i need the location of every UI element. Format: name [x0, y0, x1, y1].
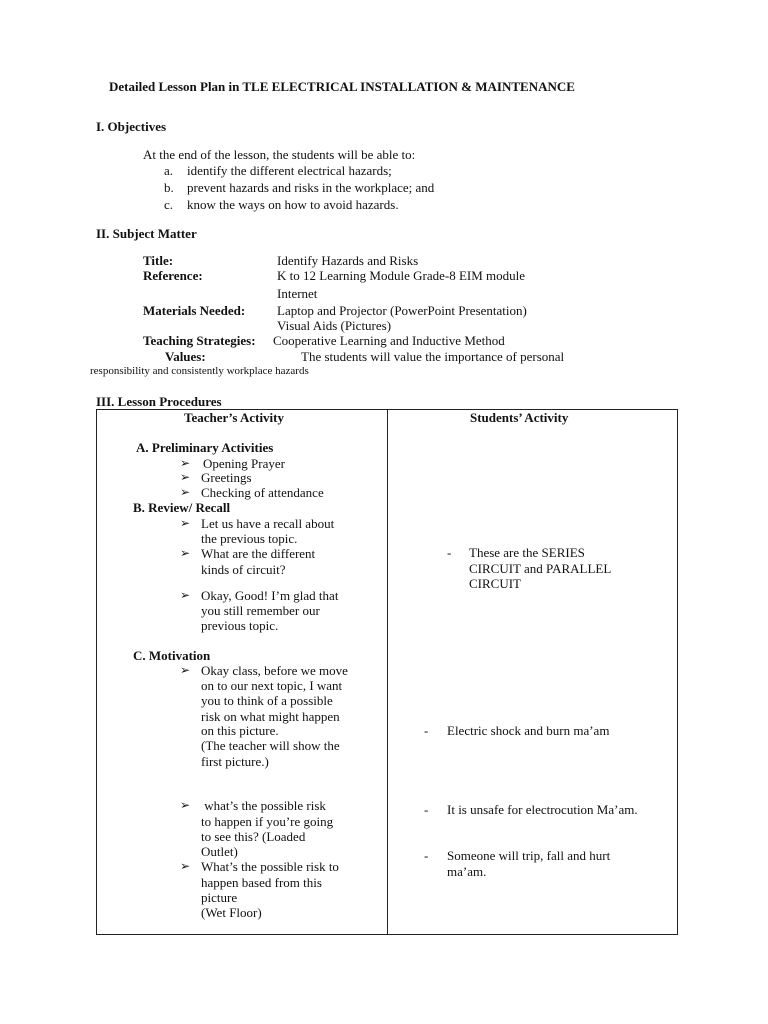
list-item: What’s the possible risk to	[201, 859, 339, 874]
student-response: ma’am.	[447, 864, 487, 879]
bullet-arrow-icon: ➢	[180, 859, 191, 873]
objectives-heading: I. Objectives	[96, 119, 167, 134]
objective-marker: a.	[164, 163, 174, 178]
student-response: CIRCUIT	[469, 576, 521, 591]
strategies-label: Teaching Strategies:	[143, 333, 256, 348]
list-item: Opening Prayer	[203, 456, 285, 471]
values-label: Values:	[165, 349, 206, 364]
list-item: the previous topic.	[201, 531, 298, 546]
list-item: kinds of circuit?	[201, 562, 286, 577]
list-item: Let us have a recall about	[201, 516, 335, 531]
bullet-arrow-icon: ➢	[180, 485, 191, 499]
bullet-arrow-icon: ➢	[180, 588, 191, 602]
reference-label: Reference:	[143, 268, 203, 283]
list-item: Okay, Good! I’m glad that	[201, 588, 339, 603]
objectives-intro: At the end of the lesson, the students will be able to:	[143, 147, 416, 162]
list-item: risk on what might happen	[201, 709, 340, 724]
list-item: (The teacher will show the	[201, 738, 340, 753]
table-column-divider	[387, 409, 388, 935]
title-value: Identify Hazards and Risks	[277, 253, 419, 268]
title-label: Title:	[143, 253, 174, 268]
reference-value: Internet	[277, 286, 318, 301]
section-b-heading: B. Review/ Recall	[133, 500, 231, 515]
subject-matter-heading: II. Subject Matter	[96, 226, 197, 241]
list-item: on to our next topic, I want	[201, 678, 343, 693]
bullet-arrow-icon: ➢	[180, 516, 191, 530]
list-item: to happen if you’re going	[201, 814, 334, 829]
list-item: to see this? (Loaded	[201, 829, 306, 844]
objective-item: know the ways on how to avoid hazards.	[187, 197, 399, 212]
list-item: you still remember our	[201, 603, 320, 618]
list-item: what’s the possible risk	[201, 798, 326, 813]
document-title: Detailed Lesson Plan in TLE ELECTRICAL INSTALLATION & MAINTENANCE	[109, 79, 575, 94]
list-item: picture	[201, 890, 238, 905]
student-response: Electric shock and burn ma’am	[447, 723, 610, 738]
list-item: Okay class, before we move	[201, 663, 348, 678]
teacher-column-header: Teacher’s Activity	[184, 410, 285, 425]
materials-label: Materials Needed:	[143, 303, 246, 318]
section-a-heading: A. Preliminary Activities	[136, 440, 274, 455]
reference-value: K to 12 Learning Module Grade-8 EIM module	[277, 268, 526, 283]
list-item: Outlet)	[201, 844, 238, 859]
bullet-arrow-icon: ➢	[180, 470, 191, 484]
bullet-arrow-icon: ➢	[180, 456, 191, 470]
students-column-header: Students’ Activity	[470, 410, 569, 425]
materials-value: Visual Aids (Pictures)	[277, 318, 392, 333]
list-item: happen based from this	[201, 875, 322, 890]
objective-item: identify the different electrical hazards;	[187, 163, 392, 178]
values-value: responsibility and consistently workplace hazards	[90, 365, 309, 377]
objective-item: prevent hazards and risks in the workplace; and	[187, 180, 435, 195]
procedures-heading: III. Lesson Procedures	[96, 394, 222, 409]
strategies-value: Cooperative Learning and Inductive Method	[273, 333, 505, 348]
list-item: previous topic.	[201, 618, 279, 633]
student-response: It is unsafe for electrocution Ma’am.	[447, 802, 638, 817]
objective-marker: b.	[164, 180, 174, 195]
list-item: on this picture.	[201, 723, 279, 738]
section-c-heading: C. Motivation	[133, 648, 211, 663]
objective-marker: c.	[164, 197, 174, 212]
values-value: The students will value the importance of personal	[301, 349, 565, 364]
list-item: you to think of a possible	[201, 693, 333, 708]
student-response: These are the SERIES	[469, 545, 585, 560]
list-item: first picture.)	[201, 754, 269, 769]
materials-value: Laptop and Projector (PowerPoint Presentation)	[277, 303, 527, 318]
dash-marker: -	[424, 848, 429, 863]
bullet-arrow-icon: ➢	[180, 798, 191, 812]
dash-marker: -	[424, 723, 429, 738]
list-item: Greetings	[201, 470, 252, 485]
dash-marker: -	[424, 802, 429, 817]
bullet-arrow-icon: ➢	[180, 546, 191, 560]
dash-marker: -	[447, 545, 452, 560]
student-response: CIRCUIT and PARALLEL	[469, 561, 612, 576]
list-item: Checking of attendance	[201, 485, 324, 500]
bullet-arrow-icon: ➢	[180, 663, 191, 677]
list-item: (Wet Floor)	[201, 905, 262, 920]
list-item: What are the different	[201, 546, 316, 561]
student-response: Someone will trip, fall and hurt	[447, 848, 611, 863]
